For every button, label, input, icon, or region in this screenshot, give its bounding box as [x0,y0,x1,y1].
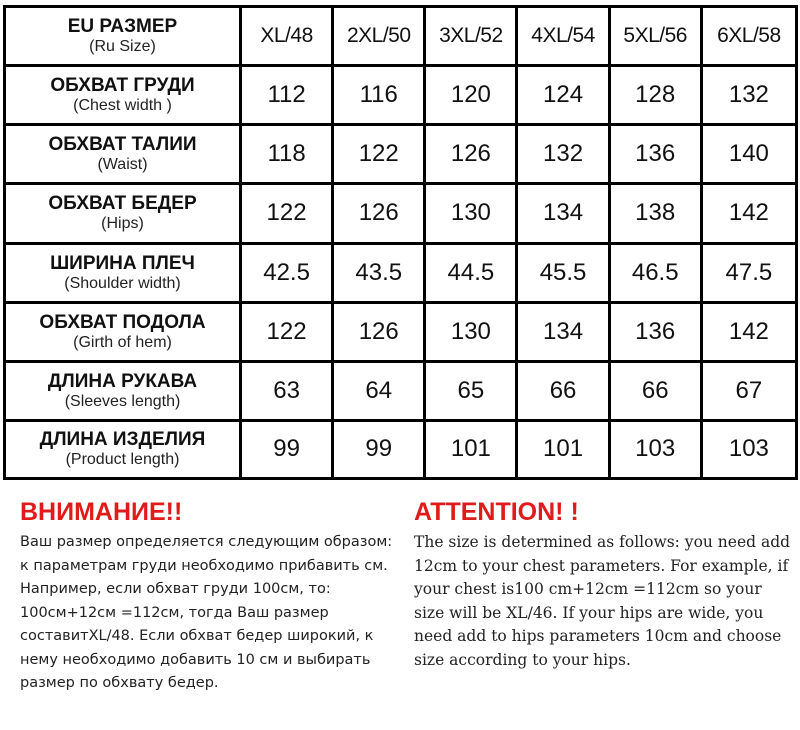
measurement-row [6,126,795,185]
row-label-sub: (Hips) [101,215,144,233]
row-label-sub: (Sleeves length) [64,392,181,410]
header-row [6,8,795,67]
value-cell: 103 [703,422,795,477]
attention-en-block [414,495,794,672]
size-chart-table [3,5,798,480]
row-label-cell [6,126,242,185]
size-chart-body [6,8,795,477]
row-label-main: ШИРИНА ПЛЕЧ [50,252,195,274]
header-label-main: EU РАЗМЕР [67,16,178,38]
attention-ru-title: ВНИМАНИЕ!! [20,498,183,526]
header-label-cell [6,8,242,67]
attention-en-title: ATTENTION! ! [414,498,579,526]
size-header-cell: 6XL/58 [703,8,795,67]
row-label-main: ДЛИНА РУКАВА [47,370,198,392]
value-cell: 122 [242,185,334,244]
value-cell: 118 [242,126,334,185]
row-label-cell [6,363,242,422]
value-cell: 66 [611,363,703,422]
measurement-row [6,185,795,244]
row-label-sub: (Product length) [65,451,180,469]
value-cell: 136 [611,126,703,185]
size-header-cell: 3XL/52 [426,8,518,67]
value-cell: 126 [426,126,518,185]
row-label-cell [6,304,242,363]
attention-ru-block [20,495,400,696]
value-cell: 134 [518,304,610,363]
row-label-cell [6,422,242,477]
value-cell: 116 [334,67,426,126]
value-cell: 43.5 [334,245,426,304]
measurement-row [6,422,795,477]
value-cell: 66 [518,363,610,422]
measurement-row [6,245,795,304]
row-label-sub: (Waist) [97,156,148,174]
row-label-sub: (Chest width ) [73,97,172,115]
row-label-cell [6,185,242,244]
attention-en-text: The size is determined as follows: you need add 12cm to your chest parameters. For example, if your chest is100 cm+12cm =112cm so your size will be XL/46. If your hips are wide, you need add to hips parameters 10cm and choose size according to your hips. [414,533,791,669]
value-cell: 64 [334,363,426,422]
value-cell: 138 [611,185,703,244]
value-cell: 136 [611,304,703,363]
value-cell: 120 [426,67,518,126]
size-header-cell: 4XL/54 [518,8,610,67]
value-cell: 132 [518,126,610,185]
value-cell: 63 [242,363,334,422]
value-cell: 134 [518,185,610,244]
value-cell: 126 [334,185,426,244]
size-header-cell: 5XL/56 [611,8,703,67]
value-cell: 128 [611,67,703,126]
value-cell: 46.5 [611,245,703,304]
row-label-sub: (Shoulder width) [64,274,181,292]
row-label-cell [6,67,242,126]
value-cell: 126 [334,304,426,363]
value-cell: 122 [242,304,334,363]
value-cell: 44.5 [426,245,518,304]
value-cell: 112 [242,67,334,126]
value-cell: 140 [703,126,795,185]
value-cell: 122 [334,126,426,185]
value-cell: 101 [426,422,518,477]
size-header-cell: 2XL/50 [334,8,426,67]
value-cell: 142 [703,185,795,244]
row-label-main: ОБХВАТ ПОДОЛА [39,311,206,333]
row-label-sub: (Girth of hem) [73,333,172,351]
row-label-main: ДЛИНА ИЗДЕЛИЯ [39,429,206,451]
value-cell: 99 [334,422,426,477]
value-cell: 142 [703,304,795,363]
value-cell: 99 [242,422,334,477]
value-cell: 42.5 [242,245,334,304]
row-label-main: ОБХВАТ ГРУДИ [50,75,195,97]
measurement-row [6,304,795,363]
measurement-row [6,363,795,422]
value-cell: 47.5 [703,245,795,304]
row-label-main: ОБХВАТ БЕДЕР [48,193,197,215]
value-cell: 130 [426,304,518,363]
measurement-row [6,67,795,126]
value-cell: 65 [426,363,518,422]
value-cell: 103 [611,422,703,477]
value-cell: 132 [703,67,795,126]
attention-ru-text: Ваш размер определяется следующим образом: к параметрам груди необходимо прибавить см. Например, если обхват груди 100см, то: 100см+12см =112см, тогда Ваш размер составитXL/48. Если обхват бедер широкий, к нему необходимо добавить 10 см и выбирать размер по обхвату бедер. [20,534,393,691]
row-label-main: ОБХВАТ ТАЛИИ [48,134,197,156]
value-cell: 101 [518,422,610,477]
header-label-sub: (Ru Size) [89,38,156,56]
value-cell: 45.5 [518,245,610,304]
value-cell: 130 [426,185,518,244]
value-cell: 67 [703,363,795,422]
size-header-cell: XL/48 [242,8,334,67]
row-label-cell [6,245,242,304]
value-cell: 124 [518,67,610,126]
